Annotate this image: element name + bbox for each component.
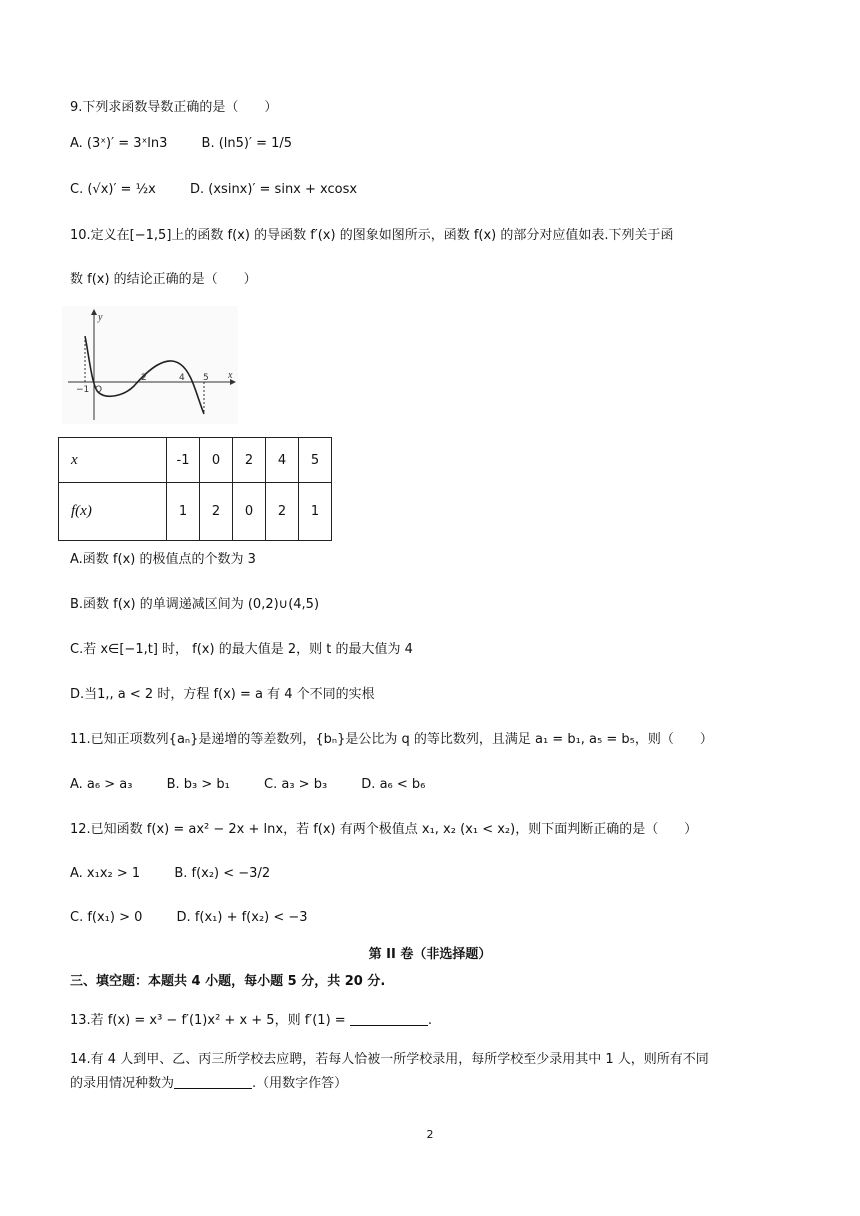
- table-cell: 5: [299, 438, 332, 483]
- table-cell: 2: [266, 483, 299, 541]
- graph-tick-origin: O: [95, 385, 103, 395]
- q12-option-a: A. x₁x₂ > 1: [70, 866, 141, 881]
- q9-option-c: C. (√x)′ = ½x: [70, 182, 156, 197]
- graph-tick-5: 5: [203, 373, 209, 383]
- table-cell: -1: [167, 438, 200, 483]
- q14-line2-start: 的录用情况种数为: [70, 1076, 175, 1091]
- value-table: [58, 437, 332, 541]
- q10-option-d: D.当1,, a < 2 时，方程 f(x) = a 有 4 个不同的实根: [70, 687, 375, 702]
- q10-option-a: A.函数 f(x) 的极值点的个数为 3: [70, 552, 256, 567]
- table-row: [59, 483, 332, 541]
- q14-line2: [70, 1074, 347, 1094]
- q12-option-d: D. f(x₁) + f(x₂) < −3: [176, 910, 308, 925]
- table-cell: 0: [233, 483, 266, 541]
- q14-line1: 14.有 4 人到甲、乙、丙三所学校去应聘，若每人恰被一所学校录用，每所学校至少录用其中 1 人，则所有不同: [70, 1052, 709, 1067]
- q10-stem-line1: 10.定义在[−1,5]上的函数 f(x) 的导函数 f′(x) 的图象如图所示，函数 f(x) 的部分对应值如表.下列关于函: [70, 228, 674, 243]
- table-row: [59, 438, 332, 483]
- q9-options-ab: [70, 134, 322, 154]
- q11-option-c: C. a₃ > b₃: [264, 777, 328, 792]
- q12-stem: 12.已知函数 f(x) = ax² − 2x + lnx，若 f(x) 有两个极值点 x₁, x₂ (x₁ < x₂)，则下面判断正确的是（ ）: [70, 822, 698, 837]
- q12-options-ab: [70, 864, 300, 884]
- q11-option-b: B. b₃ > b₁: [166, 777, 230, 792]
- q12-option-c: C. f(x₁) > 0: [70, 910, 143, 925]
- q11-options: [70, 775, 455, 795]
- section-title: 第 II 卷（非选择题）: [368, 947, 492, 962]
- part-title: 三、填空题：本题共 4 小题，每小题 5 分，共 20 分.: [70, 974, 386, 989]
- table-header-x: x: [59, 438, 167, 483]
- graph-tick-2: 2: [141, 373, 147, 383]
- q12-option-b: B. f(x₂) < −3/2: [174, 866, 271, 881]
- q11-stem: 11.已知正项数列{aₙ}是递增的等差数列，{bₙ}是公比为 q 的等比数列，且满足 a₁ = b₁, a₅ = b₅，则（ ）: [70, 732, 713, 747]
- graph-tick-neg1: −1: [76, 385, 90, 395]
- table-cell: 2: [233, 438, 266, 483]
- graph-x-label: x: [228, 370, 233, 381]
- graph-tick-4: 4: [179, 373, 185, 383]
- q10-option-c: C.若 x∈[−1,t] 时， f(x) 的最大值是 2，则 t 的最大值为 4: [70, 642, 413, 657]
- q13-answer-blank: [350, 1011, 428, 1026]
- q11-option-d: D. a₆ < b₆: [361, 777, 426, 792]
- q10-option-b: B.函数 f(x) 的单调递减区间为 (0,2)∪(4,5): [70, 597, 320, 612]
- q10-stem-line2: 数 f(x) 的结论正确的是（ ）: [70, 272, 257, 287]
- q14-answer-blank: [174, 1074, 252, 1089]
- graph-y-label: y: [98, 312, 103, 323]
- table-cell: 2: [200, 483, 233, 541]
- q11-option-a: A. a₆ > a₃: [70, 777, 133, 792]
- q13-stem: 13.若 f(x) = x³ − f′(1)x² + x + 5，则 f′(1) =: [70, 1013, 346, 1028]
- q9-options-cd: [70, 180, 387, 200]
- table-cell: 1: [299, 483, 332, 541]
- q13: [70, 1011, 432, 1031]
- table-cell: 1: [167, 483, 200, 541]
- q9-option-a: A. (3ˣ)′ = 3ˣln3: [70, 136, 168, 151]
- table-cell: 0: [200, 438, 233, 483]
- page-number: 2: [426, 1128, 434, 1141]
- q13-end: .: [427, 1013, 432, 1028]
- q12-options-cd: [70, 908, 338, 928]
- q9-option-d: D. (xsinx)′ = sinx + xcosx: [190, 182, 358, 197]
- table-header-fx: f(x): [59, 483, 167, 541]
- q9-stem: 9.下列求函数导数正确的是（ ）: [70, 100, 278, 115]
- table-cell: 4: [266, 438, 299, 483]
- q14-line2-end: .（用数字作答）: [252, 1076, 348, 1091]
- derivative-graph: [62, 306, 238, 424]
- q9-option-b: B. (ln5)′ = 1/5: [201, 136, 293, 151]
